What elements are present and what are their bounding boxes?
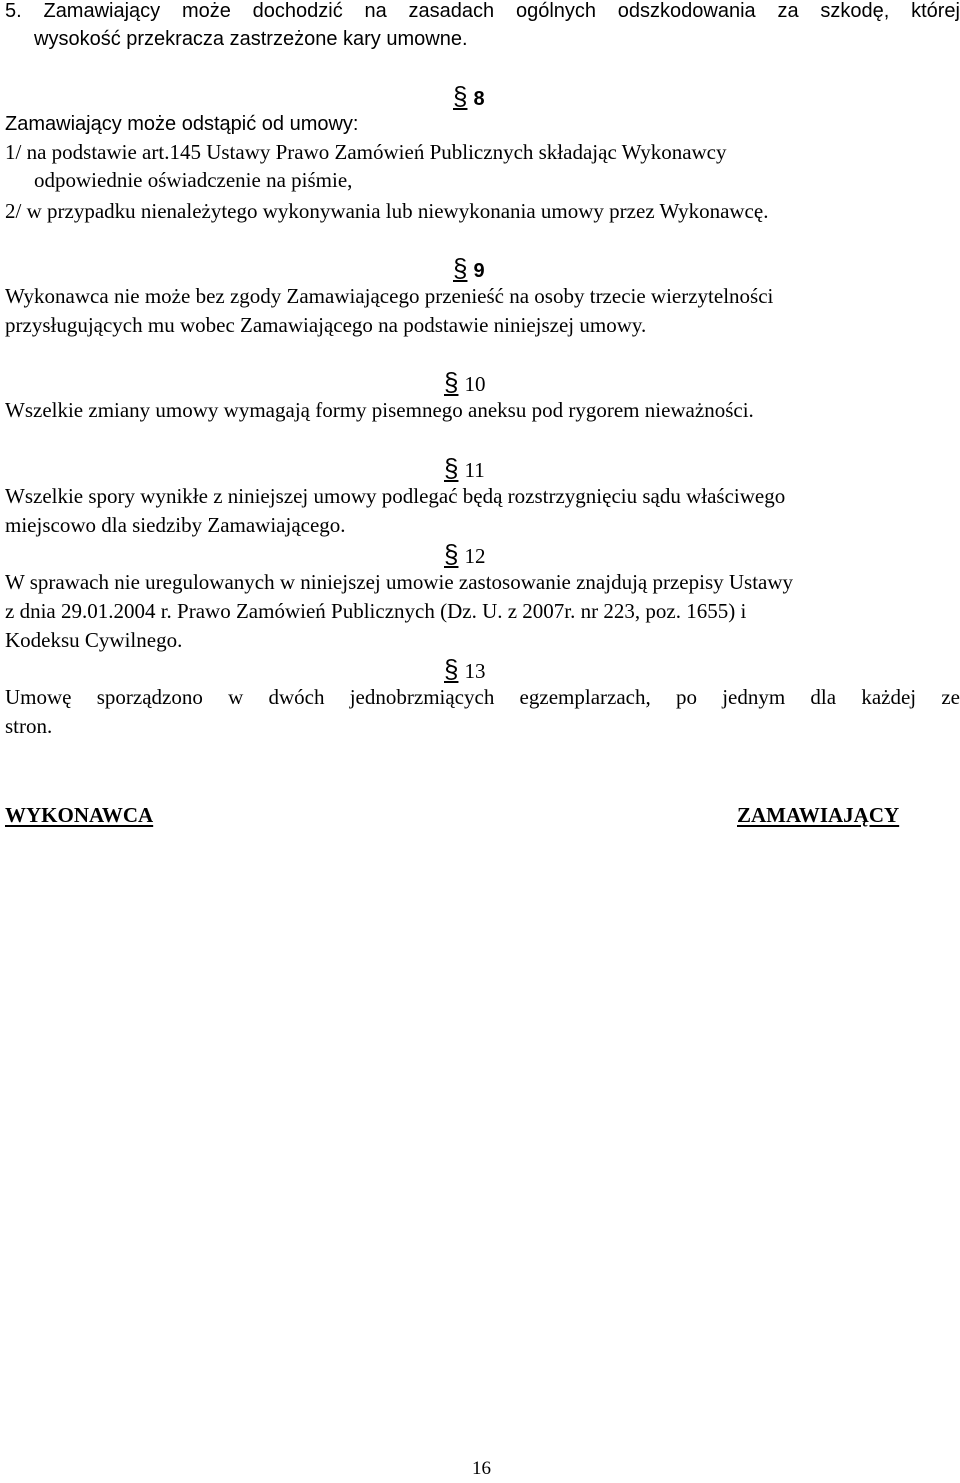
s11-line2: miejscowo dla siedziby Zamawiającego. [5,513,346,537]
section-symbol: § [453,253,468,283]
section-symbol: § [444,367,459,397]
section-number: 13 [464,659,486,683]
section-symbol: § [444,654,459,684]
s12-line3: Kodeksu Cywilnego. [5,628,183,652]
section-symbol: § [453,81,468,111]
section-10-heading [444,368,485,399]
s11-line1: Wszelkie spory wynikłe z niniejszej umowy podlegać będą rozstrzygnięciu sądu właściwego [5,484,786,508]
s8-line3: odpowiednie oświadczenie na piśmie, [34,168,353,192]
s13-line1: Umowę sporządzono w dwóch jednobrzmiących egzemplarzach, po jednym dla każdej ze [5,685,960,709]
section-symbol: § [444,539,459,569]
section-8-heading [453,82,485,113]
s8-line1: Zamawiający może odstąpić od umowy: [5,113,359,135]
section-12-heading [444,540,485,571]
s10-line1: Wszelkie zmiany umowy wymagają formy pisemnego aneksu pod rygorem nieważności. [5,398,754,422]
section-number: 10 [464,372,486,396]
section-number: 12 [464,544,486,568]
item5-line2: wysokość przekracza zastrzeżone kary umowne. [34,28,468,50]
section-symbol: § [444,453,459,483]
section-number: 8 [473,88,485,110]
section-13-heading [444,655,485,686]
s12-line2: z dnia 29.01.2004 r. Prawo Zamówień Publicznych (Dz. U. z 2007r. nr 223, poz. 1655) i [5,599,747,623]
page-number: 16 [472,1458,491,1479]
s9-line1: Wykonawca nie może bez zgody Zamawiającego przenieść na osoby trzecie wierzytelności [5,284,774,308]
s9-line2: przysługujących mu wobec Zamawiającego na podstawie niniejszej umowy. [5,313,647,337]
s13-line2: stron. [5,714,53,738]
s8-line4: 2/ w przypadku nienależytego wykonywania lub niewykonania umowy przez Wykonawcę. [5,199,769,223]
signature-contractor: WYKONAWCA [5,803,154,827]
section-11-heading [444,454,485,485]
section-number: 11 [464,458,485,482]
section-9-heading [453,254,485,285]
section-number: 9 [473,260,485,282]
s8-line2: 1/ na podstawie art.145 Ustawy Prawo Zamówień Publicznych składając Wykonawcy [5,140,727,164]
s12-line1: W sprawach nie uregulowanych w niniejszej umowie zastosowanie znajdują przepisy Ustawy [5,570,794,594]
signature-ordering-party: ZAMAWIAJĄCY [737,803,900,827]
item5-line1: 5. Zamawiający może dochodzić na zasadach ogólnych odszkodowania za szkodę, której [5,0,960,22]
